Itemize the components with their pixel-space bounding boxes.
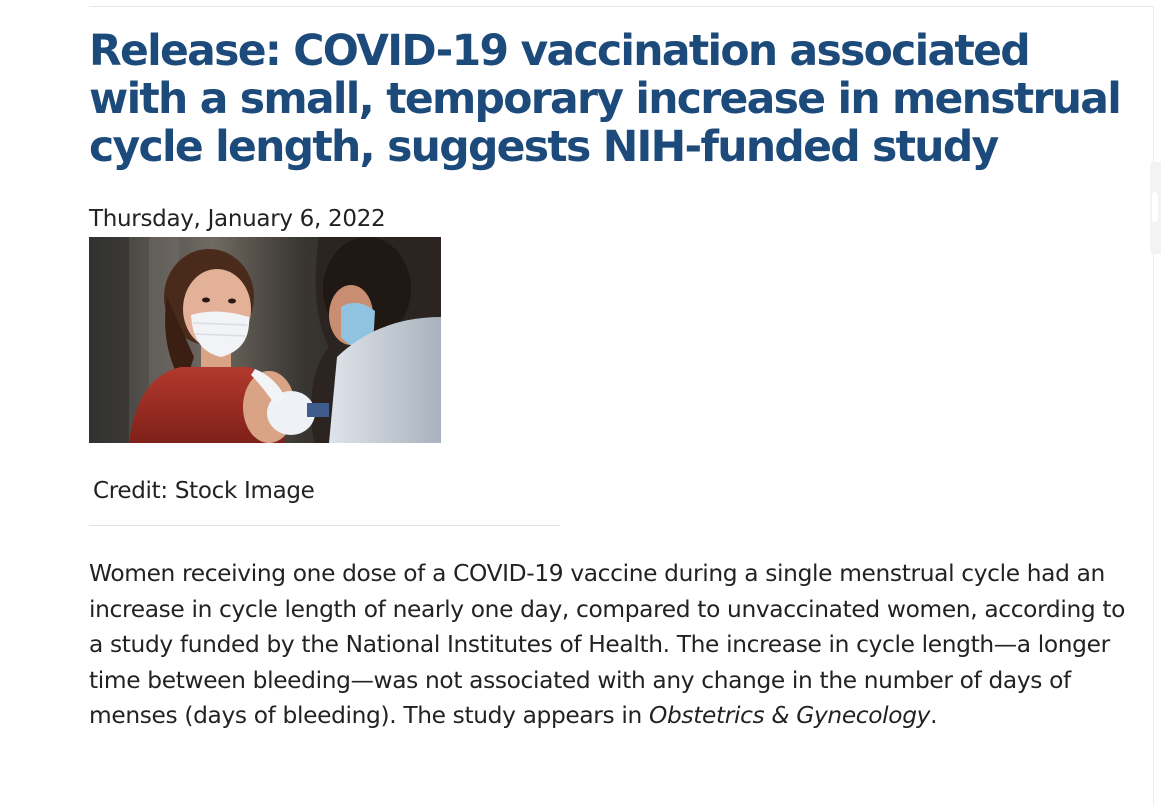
body-paragraph: Women receiving one dose of a COVID-19 vaccine during a single menstrual cycle had an increase in cycle length of nearly one day, compared to unvaccinated women, according to a study funded by the National Institutes of Health. The increase in cycle length—a longer time between bleeding—was not associated with any change in the number of days of menses (days of bleeding). The study appears in [89, 560, 1126, 730]
body-end: . [930, 702, 938, 730]
article-body [89, 556, 1129, 734]
article-date: Thursday, January 6, 2022 [89, 206, 386, 232]
journal-name: Obstetrics & Gynecology [648, 702, 931, 730]
right-divider [1153, 6, 1154, 805]
image-credit: Credit: Stock Image [93, 478, 315, 504]
top-divider [89, 6, 1154, 7]
article-photo [89, 237, 441, 443]
credit-divider [89, 525, 560, 526]
side-scroll-tab[interactable] [1150, 162, 1161, 254]
article-title: Release: COVID-19 vaccination associated with a small, temporary increase in menstrual cycle length, suggests NIH-funded study [89, 27, 1121, 172]
